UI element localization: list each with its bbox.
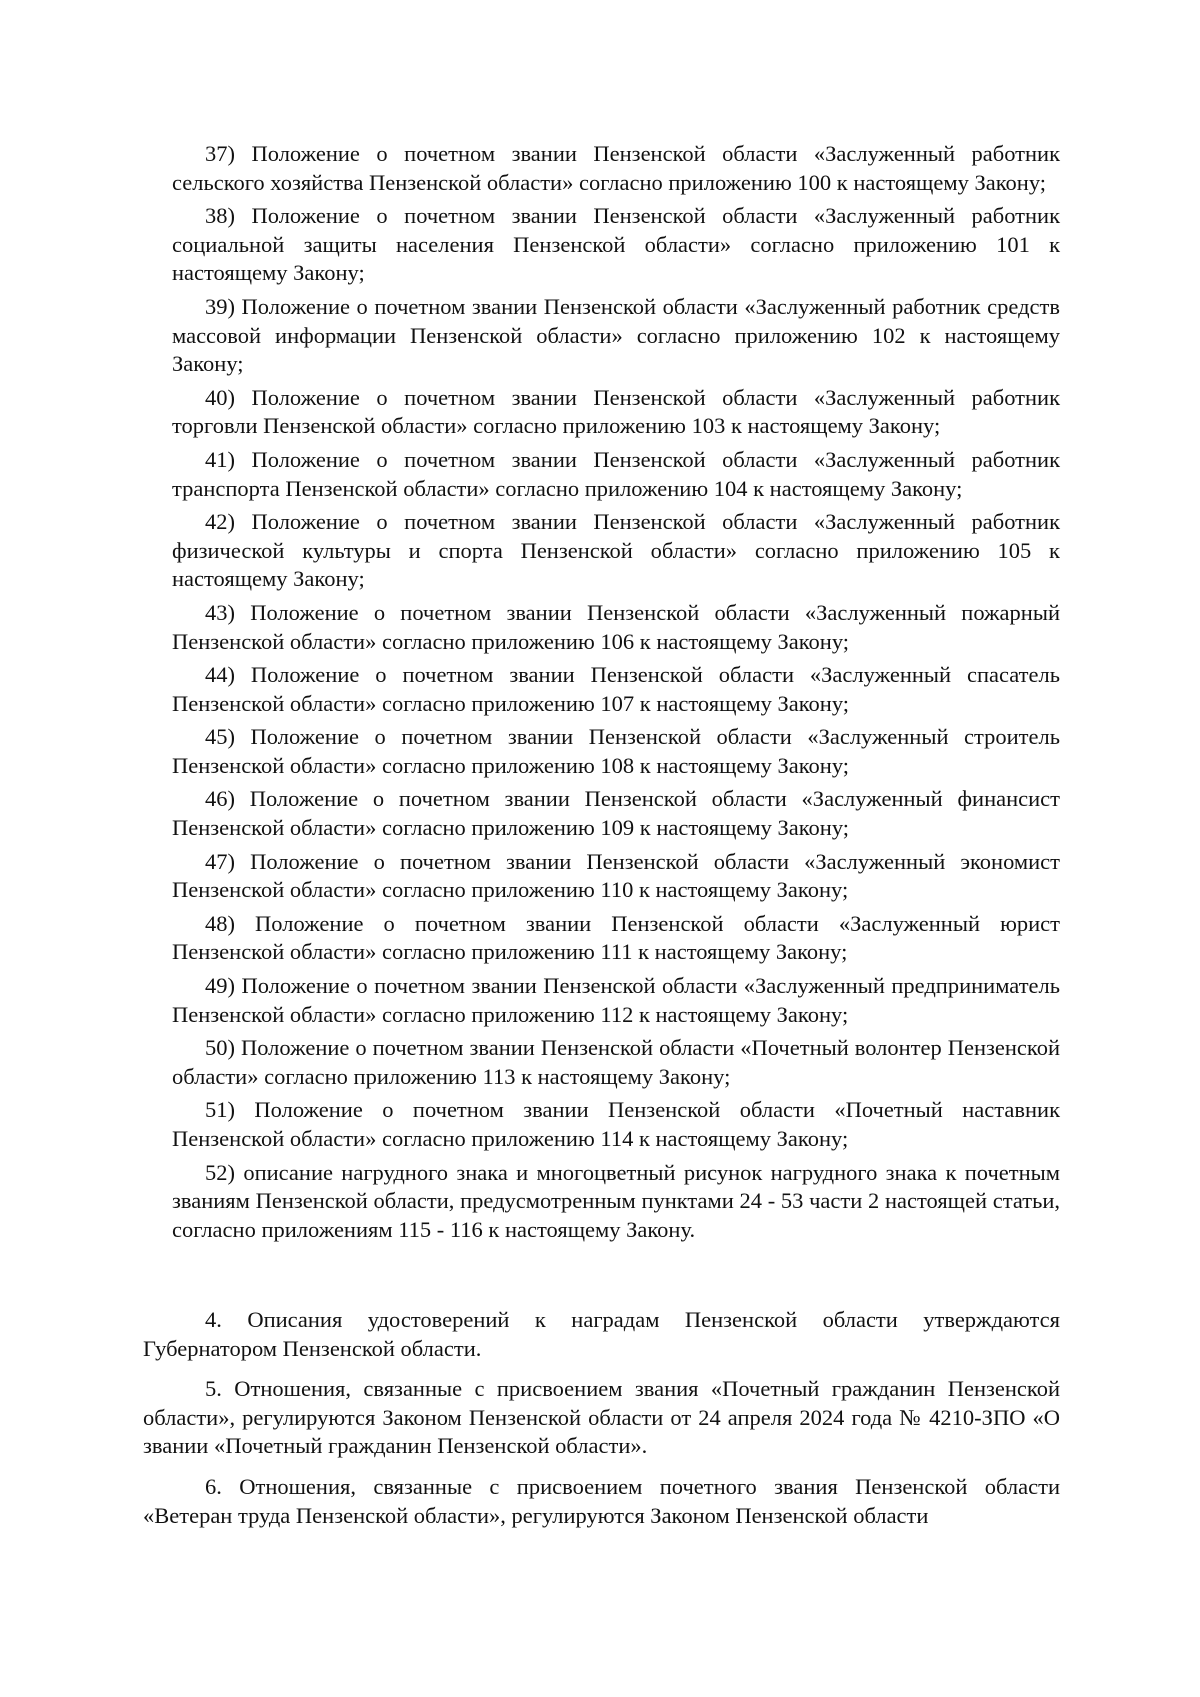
list-item: 52) описание нагрудного знака и многоцветный рисунок нагрудного знака к почетным званиям Пензенской области, предусмотренным пунктами 24 - 53 части 2 настоящей статьи, согласно приложениям 115 - 116 к настоящему Закону.	[172, 1159, 1060, 1242]
list-item: 42) Положение о почетном звании Пензенской области «Заслуженный работник физической культуры и спорта Пензенской области» согласно приложению 105 к настоящему Закону;	[172, 509, 1060, 592]
list-item: 47) Положение о почетном звании Пензенской области «Заслуженный экономист Пензенской области» согласно приложению 110 к настоящему Закону;	[172, 848, 1060, 903]
list-item: 38) Положение о почетном звании Пензенской области «Заслуженный работник социальной защиты населения Пензенской области» согласно приложению 101 к настоящему Закону;	[172, 203, 1060, 286]
list-item: 46) Положение о почетном звании Пензенской области «Заслуженный финансист Пензенской области» согласно приложению 109 к настоящему Закону;	[172, 786, 1060, 841]
list-item: 48) Положение о почетном звании Пензенской области «Заслуженный юрист Пензенской области» согласно приложению 111 к настоящему Закону;	[172, 910, 1060, 965]
list-item: 41) Положение о почетном звании Пензенской области «Заслуженный работник транспорта Пензенской области» согласно приложению 104 к настоящему Закону;	[172, 446, 1060, 501]
list-item: 40) Положение о почетном звании Пензенской области «Заслуженный работник торговли Пензенской области» согласно приложению 103 к настоящему Закону;	[172, 384, 1060, 439]
list-item: 37) Положение о почетном звании Пензенской области «Заслуженный работник сельского хозяйства Пензенской области» согласно приложению 100 к настоящему Закону;	[172, 141, 1060, 195]
paragraph-4: 4. Описания удостоверений к наградам Пензенской области утверждаются Губернатором Пензенской области.	[143, 1307, 1060, 1361]
paragraph-6: 6. Отношения, связанные с присвоением почетного звания Пензенской области «Ветеран труда Пензенской области», регулируются Законом Пензенской области	[143, 1473, 1060, 1528]
paragraph-5: 5. Отношения, связанные с присвоением звания «Почетный гражданин Пензенской области», регулируются Законом Пензенской области от 24 апреля 2024 года № 4210-ЗПО «О звании «Почетный гражданин Пензенской области».	[143, 1376, 1060, 1459]
list-item: 49) Положение о почетном звании Пензенской области «Заслуженный предприниматель Пензенской области» согласно приложению 112 к настоящему Закону;	[172, 973, 1060, 1027]
list-item: 43) Положение о почетном звании Пензенской области «Заслуженный пожарный Пензенской области» согласно приложению 106 к настоящему Закону;	[172, 599, 1060, 654]
list-item: 39) Положение о почетном звании Пензенской области «Заслуженный работник средств массовой информации Пензенской области» согласно приложению 102 к настоящему Закону;	[172, 293, 1060, 377]
list-item: 45) Положение о почетном звании Пензенской области «Заслуженный строитель Пензенской области» согласно приложению 108 к настоящему Закону;	[172, 724, 1060, 778]
list-item: 44) Положение о почетном звании Пензенской области «Заслуженный спасатель Пензенской области» согласно приложению 107 к настоящему Закону;	[172, 662, 1060, 716]
positions-list	[172, 140, 1060, 1249]
body-paragraphs	[143, 1306, 1060, 1542]
list-item: 51) Положение о почетном звании Пензенской области «Почетный наставник Пензенской области» согласно приложению 114 к настоящему Закону;	[172, 1097, 1060, 1151]
list-item: 50) Положение о почетном звании Пензенской области «Почетный волонтер Пензенской области» согласно приложению 113 к настоящему Закону;	[172, 1035, 1060, 1089]
